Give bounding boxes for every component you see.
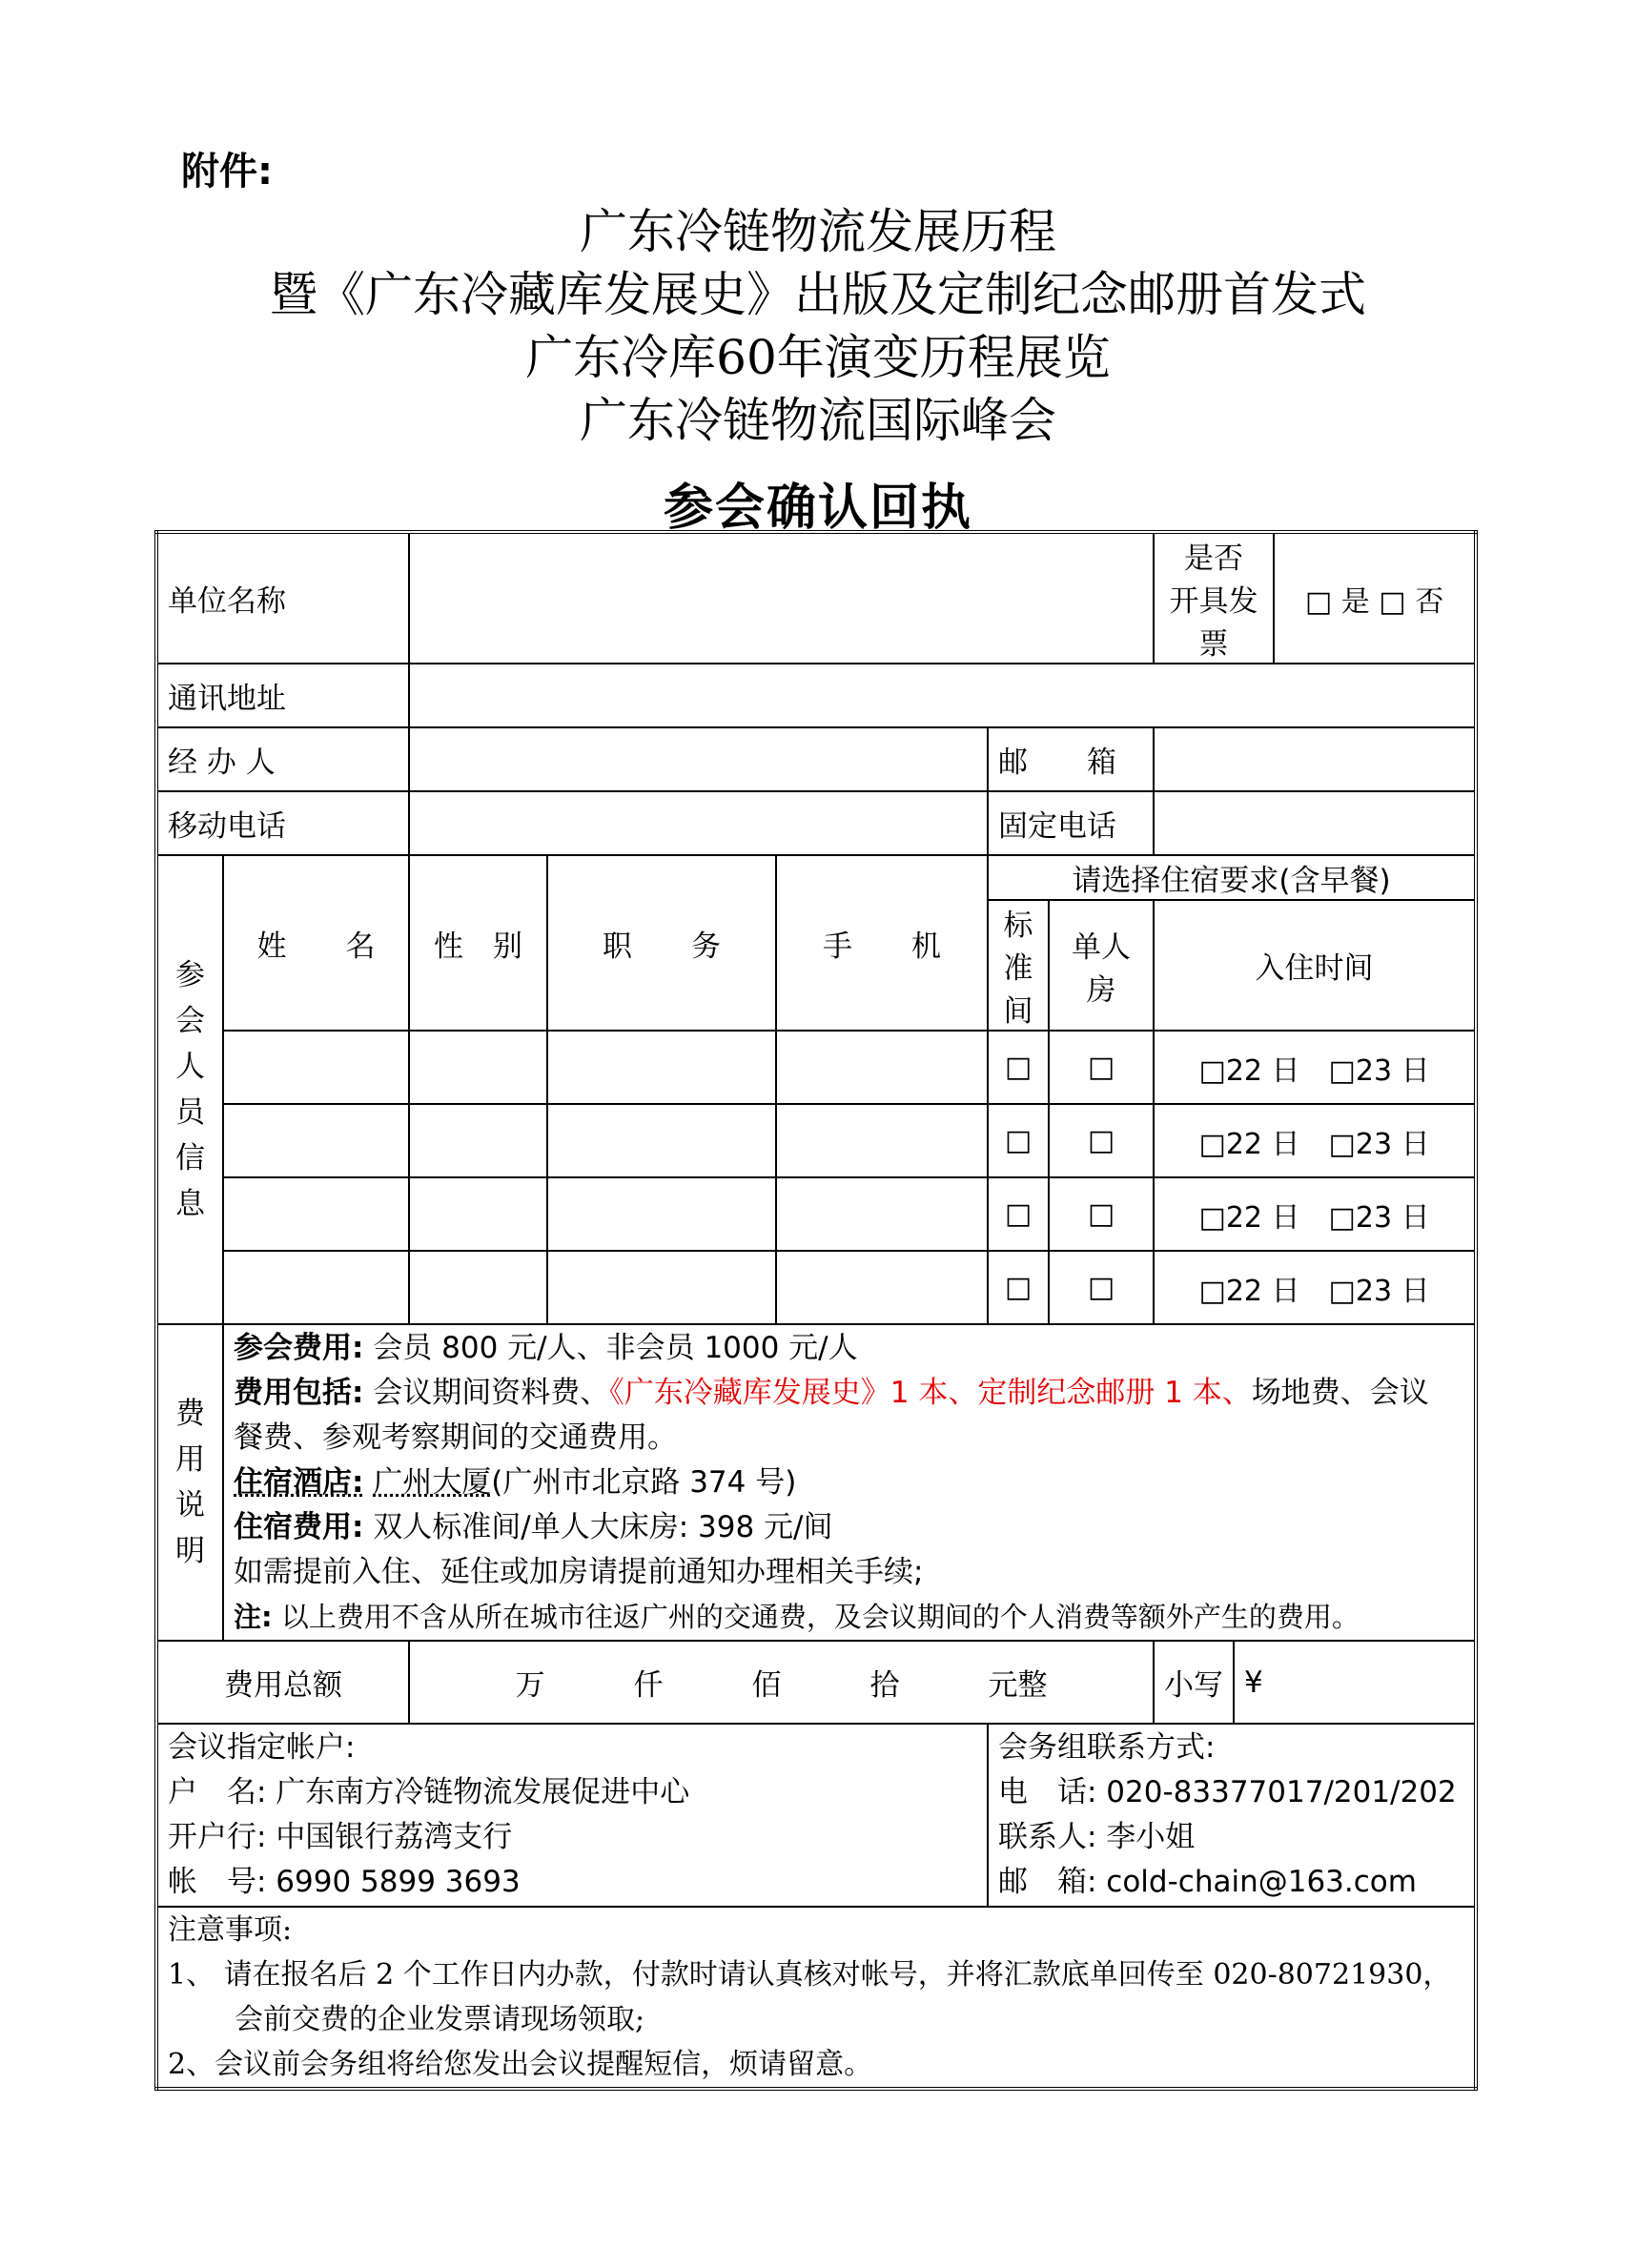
fee-line-early: 如需提前入住、延住或加房请提前通知办理相关手续; <box>234 1554 924 1589</box>
fee-line-includes-2: 餐费、参观考察期间的交通费用。 <box>234 1420 677 1455</box>
attendee-row <box>156 1177 1476 1251</box>
lodging-fee-value: 双人标准间/单人大床房: 398 元/间 <box>373 1509 833 1544</box>
single-room-checkbox[interactable]: □ <box>1049 1104 1154 1177</box>
account-number: 帐 号: 6990 5899 3693 <box>168 1865 521 1899</box>
attendee-title-field[interactable] <box>547 1031 776 1104</box>
attendee-mobile-field[interactable] <box>776 1104 988 1177</box>
email-field[interactable] <box>1154 727 1476 791</box>
contact-title: 会务组联系方式: <box>998 1730 1216 1765</box>
invoice-label-line-2: 开具发票 <box>1169 584 1258 662</box>
registration-form <box>154 530 1478 2091</box>
checkin-date-options[interactable]: □22 日 □23 日 <box>1154 1104 1476 1177</box>
fee-label: 参会费用: <box>234 1330 364 1365</box>
contact-info <box>988 1724 1476 1907</box>
col-header-single: 单人房 <box>1049 900 1154 1031</box>
includes-pre: 会议期间资料费、 <box>373 1375 610 1410</box>
col-header-title: 职 务 <box>547 855 776 1031</box>
col-header-name: 姓 名 <box>223 855 409 1031</box>
title-line-3: 广东冷库60年演变历程展览 <box>525 330 1111 385</box>
attendee-name-field[interactable] <box>223 1031 409 1104</box>
standard-room-checkbox[interactable]: □ <box>988 1104 1049 1177</box>
hotel-name: 广州大厦 <box>373 1464 492 1500</box>
account-name: 户 名: 广东南方冷链物流发展促进中心 <box>168 1775 690 1809</box>
col-header-standard: 标准间 <box>988 900 1049 1031</box>
unit-name-field[interactable] <box>409 532 1154 664</box>
attendee-label-char: 参 <box>175 958 205 992</box>
attendee-label-char: 员 <box>175 1095 205 1130</box>
attendee-name-field[interactable] <box>223 1251 409 1324</box>
landline-label: 固定电话 <box>988 791 1154 855</box>
hotel-address: (广州市北京路 374 号) <box>491 1464 797 1500</box>
notes-item-1-cont: 会前交费的企业发票请现场领取; <box>235 2003 645 2036</box>
attendee-title-field[interactable] <box>547 1177 776 1251</box>
col-header-gender: 性 别 <box>409 855 547 1031</box>
title-line-2: 暨《广东冷藏库发展史》出版及定制纪念邮册首发式 <box>270 267 1366 322</box>
attendee-title-field[interactable] <box>547 1104 776 1177</box>
attendee-row <box>156 1251 1476 1324</box>
attendee-label-char: 息 <box>175 1187 205 1221</box>
attendee-name-field[interactable] <box>223 1104 409 1177</box>
fee-label-char: 用 <box>175 1442 205 1477</box>
checkin-date-options[interactable]: □22 日 □23 日 <box>1154 1031 1476 1104</box>
includes-post: 场地费、会议 <box>1251 1375 1429 1410</box>
fee-label-char: 明 <box>175 1534 205 1568</box>
small-label: 小写 <box>1154 1641 1234 1724</box>
single-room-checkbox[interactable]: □ <box>1049 1031 1154 1104</box>
note-value: 以上费用不含从所在城市往返广州的交通费，及会议期间的个人消费等额外产生的费用。 <box>280 1600 1360 1633</box>
standard-room-checkbox[interactable]: □ <box>988 1177 1049 1251</box>
notes-title: 注意事项: <box>168 1913 293 1947</box>
attendee-name-field[interactable] <box>223 1177 409 1251</box>
fee-line-includes <box>234 1371 1464 1416</box>
account-title: 会议指定帐户: <box>168 1730 356 1765</box>
attendee-row <box>156 1104 1476 1177</box>
title-block <box>0 200 1636 540</box>
lodging-fee-label: 住宿费用: <box>234 1509 364 1544</box>
attendee-section-label <box>156 855 223 1324</box>
title-line-4: 广东冷链物流国际峰会 <box>580 393 1056 448</box>
contact-phone: 电 话: 020-83377017/201/202 <box>998 1775 1457 1809</box>
email-label: 邮 箱 <box>988 727 1154 791</box>
fee-section-label <box>156 1324 223 1641</box>
includes-label: 费用包括: <box>234 1375 364 1410</box>
bank-account-info <box>156 1724 988 1907</box>
hotel-label: 住宿酒店: <box>234 1464 364 1500</box>
unit-name-label: 单位名称 <box>156 532 409 664</box>
notes-item-1: 1、 请在报名后 2 个工作日内办款，付款时请认真核对帐号，并将汇款底单回传至 020-80721930， <box>168 1958 1452 1992</box>
attendee-gender-field[interactable] <box>409 1031 547 1104</box>
attendee-mobile-field[interactable] <box>776 1031 988 1104</box>
handler-label: 经 办 人 <box>156 727 409 791</box>
address-label: 通讯地址 <box>156 664 409 727</box>
notes-section <box>156 1907 1476 2089</box>
fee-line-note <box>234 1595 1464 1640</box>
attendee-gender-field[interactable] <box>409 1251 547 1324</box>
attendee-label-char: 人 <box>175 1050 205 1084</box>
standard-room-checkbox[interactable]: □ <box>988 1251 1049 1324</box>
fee-details <box>223 1324 1476 1641</box>
account-bank: 开户行: 中国银行荔湾支行 <box>168 1820 513 1854</box>
includes-highlight: 《广东冷藏库发展史》1 本、定制纪念邮册 1 本、 <box>609 1375 1252 1410</box>
invoice-label-line-1: 是否 <box>1184 541 1244 576</box>
fee-line-hotel <box>234 1461 1464 1505</box>
attendee-label-char: 会 <box>175 1004 205 1038</box>
attendee-gender-field[interactable] <box>409 1177 547 1251</box>
fee-value: 会员 800 元/人、非会员 1000 元/人 <box>373 1330 858 1365</box>
checkin-date-options[interactable]: □22 日 □23 日 <box>1154 1177 1476 1251</box>
standard-room-checkbox[interactable]: □ <box>988 1031 1049 1104</box>
small-amount-field[interactable]: ¥ <box>1234 1641 1476 1724</box>
mobile-field[interactable] <box>409 791 988 855</box>
attendee-title-field[interactable] <box>547 1251 776 1324</box>
attendee-mobile-field[interactable] <box>776 1251 988 1324</box>
landline-field[interactable] <box>1154 791 1476 855</box>
total-label: 费用总额 <box>156 1641 409 1724</box>
col-header-mobile: 手 机 <box>776 855 988 1031</box>
fee-line-lodging <box>234 1505 1464 1550</box>
attachment-label: 附件: <box>181 150 273 194</box>
total-amount-field[interactable]: 万 仟 佰 拾 元整 <box>409 1641 1154 1724</box>
invoice-label <box>1154 532 1274 664</box>
note-label: 注: <box>234 1600 273 1633</box>
title-line-1: 广东冷链物流发展历程 <box>580 204 1056 259</box>
fee-line-attendance <box>234 1326 1464 1371</box>
handler-field[interactable] <box>409 727 988 791</box>
mobile-label: 移动电话 <box>156 791 409 855</box>
receipt-title: 参会确认回执 <box>663 479 972 537</box>
contact-person: 联系人: 李小姐 <box>998 1820 1196 1854</box>
attendee-row <box>156 1031 1476 1104</box>
single-room-checkbox[interactable]: □ <box>1049 1251 1154 1324</box>
invoice-options[interactable]: □ 是 □ 否 <box>1274 532 1476 664</box>
attendee-mobile-field[interactable] <box>776 1177 988 1251</box>
contact-email: 邮 箱: cold-chain@163.com <box>998 1865 1417 1899</box>
attendee-gender-field[interactable] <box>409 1104 547 1177</box>
address-field[interactable] <box>409 664 1476 727</box>
checkin-date-options[interactable]: □22 日 □23 日 <box>1154 1251 1476 1324</box>
lodging-header: 请选择住宿要求(含早餐) <box>988 855 1476 900</box>
notes-item-2: 2、会议前会务组将给您发出会议提醒短信，烦请留意。 <box>168 2048 873 2081</box>
col-header-checkin: 入住时间 <box>1154 900 1476 1031</box>
fee-label-char: 说 <box>175 1488 205 1522</box>
attendee-label-char: 信 <box>175 1141 205 1175</box>
fee-label-char: 费 <box>175 1397 205 1431</box>
single-room-checkbox[interactable]: □ <box>1049 1177 1154 1251</box>
